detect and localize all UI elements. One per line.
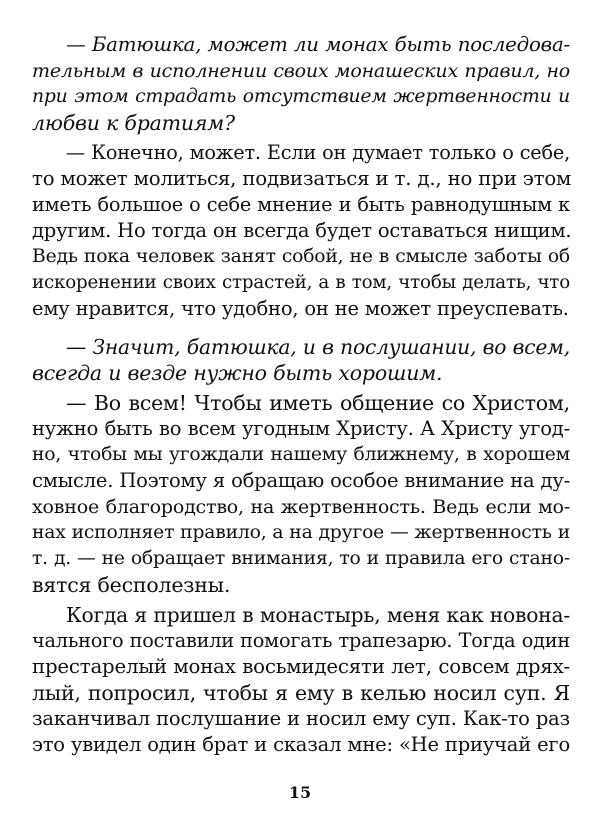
text-line: любви к братиям? — [32, 111, 235, 135]
text-line: иметь большое о себе мнение и быть равнодушным к — [32, 193, 570, 216]
text-line: искоренении своих страстей, а в том, чтобы делать, что — [32, 272, 570, 293]
text-line: это увидел один брат и сказал мне: «Не приучай его — [32, 733, 570, 756]
text-line: вятся бесполезны. — [32, 573, 231, 597]
text-line: — Значит, батюшка, и в послушании, во всем, — [66, 335, 570, 359]
text-line: смысле. Поэтому я обращаю особое внимание на ду- — [32, 469, 570, 492]
text-line: престарелый монах восьмидесяти лет, совсем дрях- — [32, 655, 570, 678]
text-line: нужно быть во всем угодным Христу. А Христу угод- — [32, 417, 570, 440]
text-line: Ведь пока человек занят собой, не в смысле заботы об — [32, 246, 570, 267]
text-line: Когда я пришел в монастырь, меня как новона- — [66, 603, 570, 627]
text-line: тельным в исполнении своих монашеских правил, но — [32, 60, 570, 82]
text-line: ховное благородство, на жертвенность. Ведь если мо- — [32, 496, 570, 518]
text-line: ему нравится, что удобно, он не может преуспевать. — [32, 297, 569, 320]
text-line: — Батюшка, может ли монах быть последова- — [66, 33, 570, 56]
text-line: лый, попросил, чтобы я ему в келью носил суп. Я — [32, 681, 570, 705]
text-line: но, чтобы мы угождали нашему ближнему, в хорошем — [32, 444, 570, 465]
text-line: другим. Но тогда он всегда будет оставаться нищим. — [32, 219, 572, 242]
text-line: чального поставили помогать трапезарю. Тогда один — [32, 629, 570, 652]
text-line: заканчивал послушание и носил ему суп. Как-то раз — [32, 707, 570, 730]
text-line: — Конечно, может. Если он думает только о себе, — [66, 141, 570, 164]
text-line: то может молиться, подвизаться и т. д., но при этом — [32, 167, 572, 190]
text-line: т. д. — не обращает внимания, то и правила его стано- — [32, 548, 570, 569]
text-line: всегда и везде нужно быть хорошим. — [32, 361, 443, 385]
page-number: 15 — [288, 783, 312, 802]
text-line: — Во всем! Чтобы иметь общение со Христом, — [66, 391, 570, 415]
text-line: нах исполняет правило, а на другое — жертвенность и — [32, 522, 570, 543]
text-line: при этом страдать отсутствием жертвенности и — [32, 86, 570, 107]
